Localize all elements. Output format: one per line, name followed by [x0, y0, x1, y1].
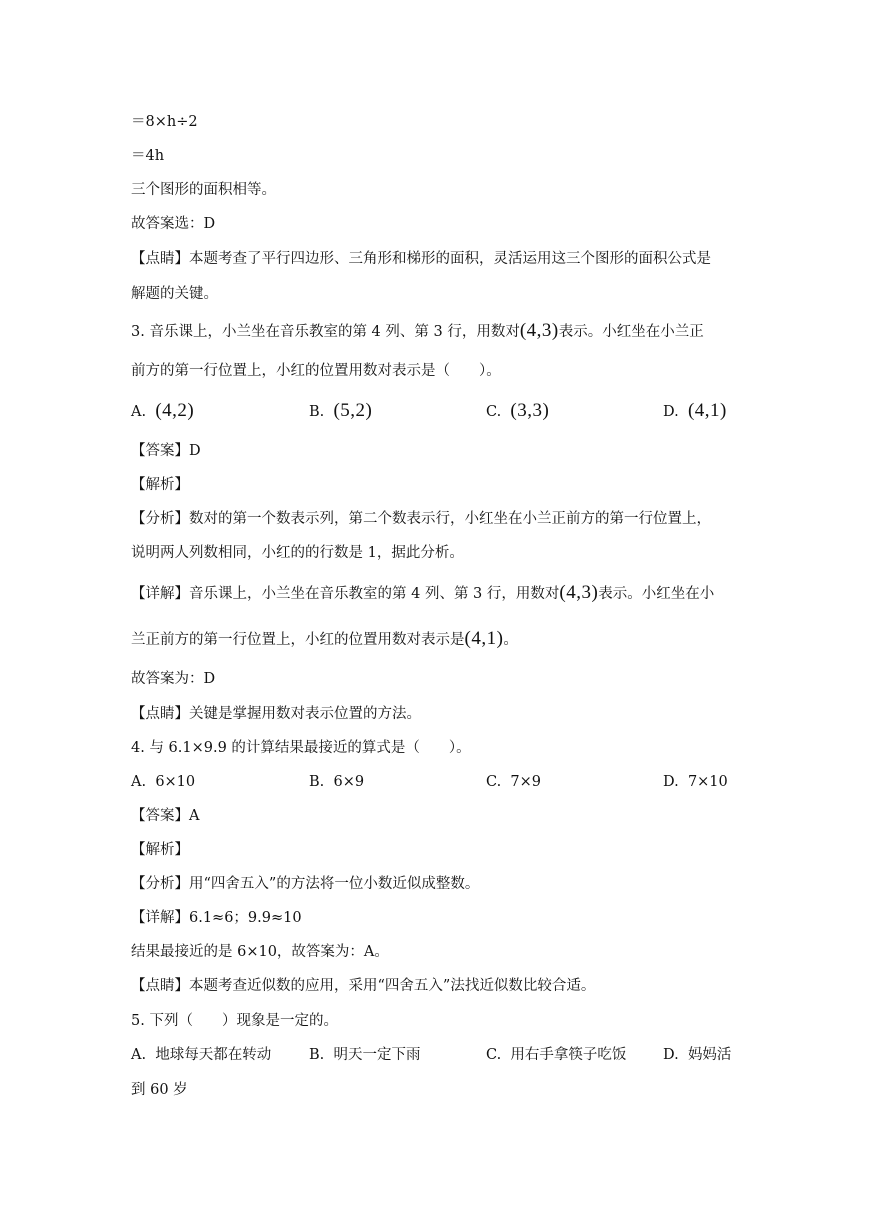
coordinate-pair: (4,3)	[559, 582, 599, 603]
question-4-option-c: C. 7×9	[486, 774, 542, 790]
question-4-stem: 4. 与 6.1×9.9 的计算结果最接近的算式是（ ）。	[131, 740, 471, 756]
text-line: 三个图形的面积相等。	[131, 182, 276, 198]
analysis-line: 说明两人列数相同，小红的的行数是 1，据此分析。	[131, 545, 464, 561]
question-5-option-a: A. 地球每天都在转动	[131, 1047, 272, 1063]
comment-line: 【点睛】关键是掌握用数对表示位置的方法。	[131, 706, 421, 722]
question-4-option-a: A. 6×10	[131, 774, 196, 790]
answer-line: 【答案】D	[131, 443, 201, 459]
result-line: 结果最接近的是 6×10，故答案为：A。	[131, 944, 389, 960]
detail-line: 【详解】音乐课上，小兰坐在音乐教室的第 4 列、第 3 行，用数对(4,3)表示。小红坐在小	[131, 582, 715, 603]
analysis-heading: 【解析】	[131, 842, 189, 858]
answer-line: 故答案选：D	[131, 216, 216, 232]
question-3-option-b: B. (5,2)	[309, 400, 373, 421]
analysis-heading: 【解析】	[131, 477, 189, 493]
comment-line: 【点睛】本题考查近似数的应用，采用“四舍五入”法找近似数比较合适。	[131, 978, 596, 994]
question-3-option-a: A. (4,2)	[131, 400, 195, 421]
question-4-option-d: D. 7×10	[663, 774, 728, 790]
coordinate-pair: (4,1)	[464, 628, 504, 649]
answer-line: 故答案为：D	[131, 671, 216, 687]
question-3-stem-line2: 前方的第一行位置上，小红的位置用数对表示是（ ）。	[131, 363, 501, 379]
question-3-option-d: D. (4,1)	[663, 400, 727, 421]
question-5-option-d-wrap: 到 60 岁	[131, 1082, 188, 1098]
comment-line: 解题的关键。	[131, 286, 218, 302]
question-5-stem: 5. 下列（ ）现象是一定的。	[131, 1013, 338, 1029]
question-4-option-b: B. 6×9	[309, 774, 365, 790]
analysis-line: 【分析】用“四舍五入”的方法将一位小数近似成整数。	[131, 876, 480, 892]
question-3-option-c: C. (3,3)	[486, 400, 550, 421]
equation-line: ＝8×h÷2	[131, 114, 198, 130]
equation-line: ＝4h	[131, 148, 165, 164]
coordinate-pair: (4,3)	[519, 320, 559, 341]
question-5-option-d: D. 妈妈活	[663, 1047, 732, 1063]
question-5-option-c: C. 用右手拿筷子吃饭	[486, 1047, 627, 1063]
question-3-stem: 3. 音乐课上，小兰坐在音乐教室的第 4 列、第 3 行，用数对(4,3)表示。小红坐在小兰正	[131, 320, 704, 341]
question-5-option-b: B. 明天一定下雨	[309, 1047, 421, 1063]
detail-line: 【详解】6.1≈6；9.9≈10	[131, 910, 302, 926]
detail-line: 兰正前方的第一行位置上，小红的位置用数对表示是(4,1)。	[131, 628, 518, 649]
comment-line: 【点睛】本题考查了平行四边形、三角形和梯形的面积，灵活运用这三个图形的面积公式是	[131, 251, 711, 267]
analysis-line: 【分析】数对的第一个数表示列，第二个数表示行，小红坐在小兰正前方的第一行位置上，	[131, 511, 711, 527]
answer-line: 【答案】A	[131, 808, 200, 824]
